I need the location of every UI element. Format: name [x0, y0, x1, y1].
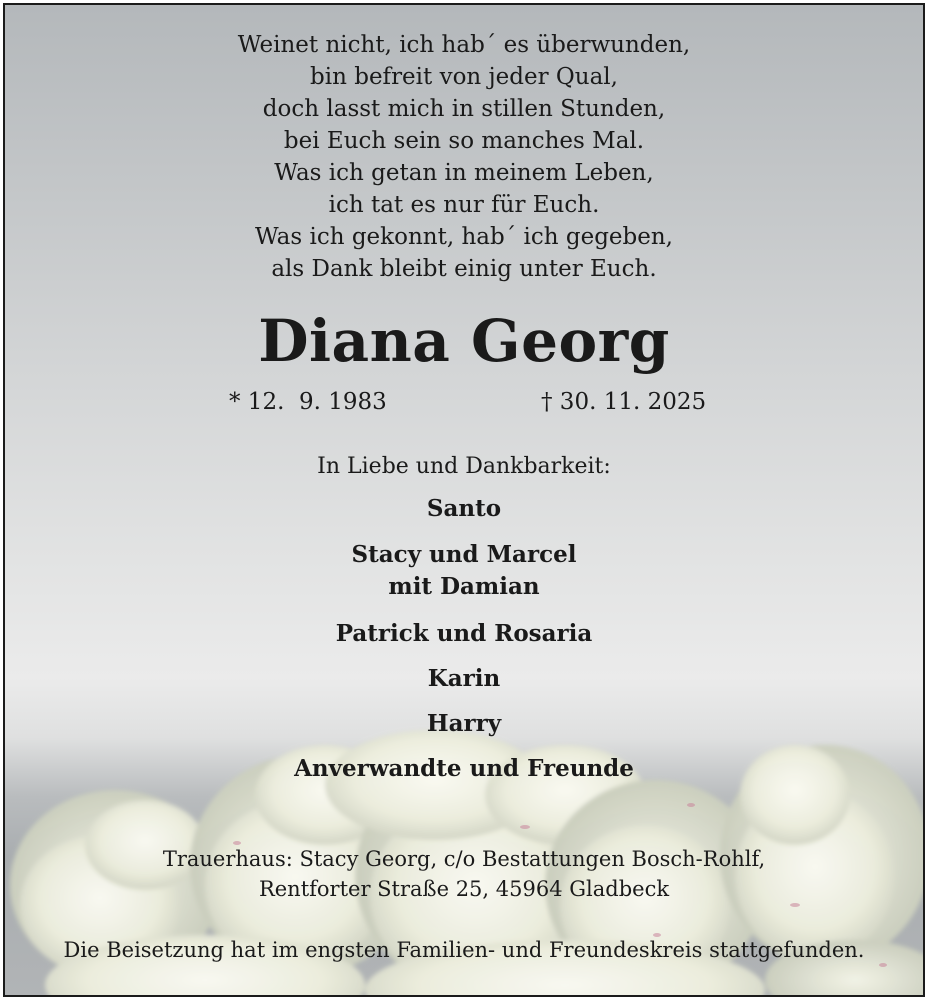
mourner-name: Santo — [426, 495, 502, 522]
poem-line: Was ich gekonnt, hab´ ich gegeben, — [255, 224, 673, 250]
birth-date: * 12. 9. 1983 — [229, 389, 387, 415]
mourner-name: Harry — [426, 710, 502, 737]
mourner-name: mit Damian — [388, 573, 540, 600]
funeral-home-address-line: Trauerhaus: Stacy Georg, c/o Bestattungen Bosch-Rohlf, — [162, 847, 766, 871]
poem-line: als Dank bleibt einig unter Euch. — [271, 256, 657, 282]
poem — [5, 29, 923, 285]
mourners-intro: In Liebe und Dankbarkeit: — [317, 454, 611, 479]
poem-line: bin befreit von jeder Qual, — [310, 64, 618, 90]
poem-line: Weinet nicht, ich hab´ es überwunden, — [237, 32, 691, 58]
poem-line: bei Euch sein so manches Mal. — [283, 128, 645, 154]
deceased-name: Diana Georg — [258, 307, 670, 375]
notice-content — [5, 5, 923, 995]
poem-line: ich tat es nur für Euch. — [328, 192, 600, 218]
poem-line: doch lasst mich in stillen Stunden, — [262, 96, 666, 122]
burial-note: Die Beisetzung hat im engsten Familien- und Freundeskreis stattgefunden. — [63, 938, 865, 962]
mourner-name: Stacy und Marcel — [351, 541, 577, 568]
funeral-home-address-line: Rentforter Straße 25, 45964 Gladbeck — [258, 877, 670, 901]
death-date: † 30. 11. 2025 — [541, 389, 707, 415]
poem-line: Was ich getan in meinem Leben, — [274, 160, 654, 186]
mourner-name: Anverwandte und Freunde — [294, 755, 634, 782]
mourner-name: Patrick und Rosaria — [335, 620, 593, 647]
mourner-name: Karin — [427, 665, 501, 692]
obituary-notice — [3, 3, 925, 997]
